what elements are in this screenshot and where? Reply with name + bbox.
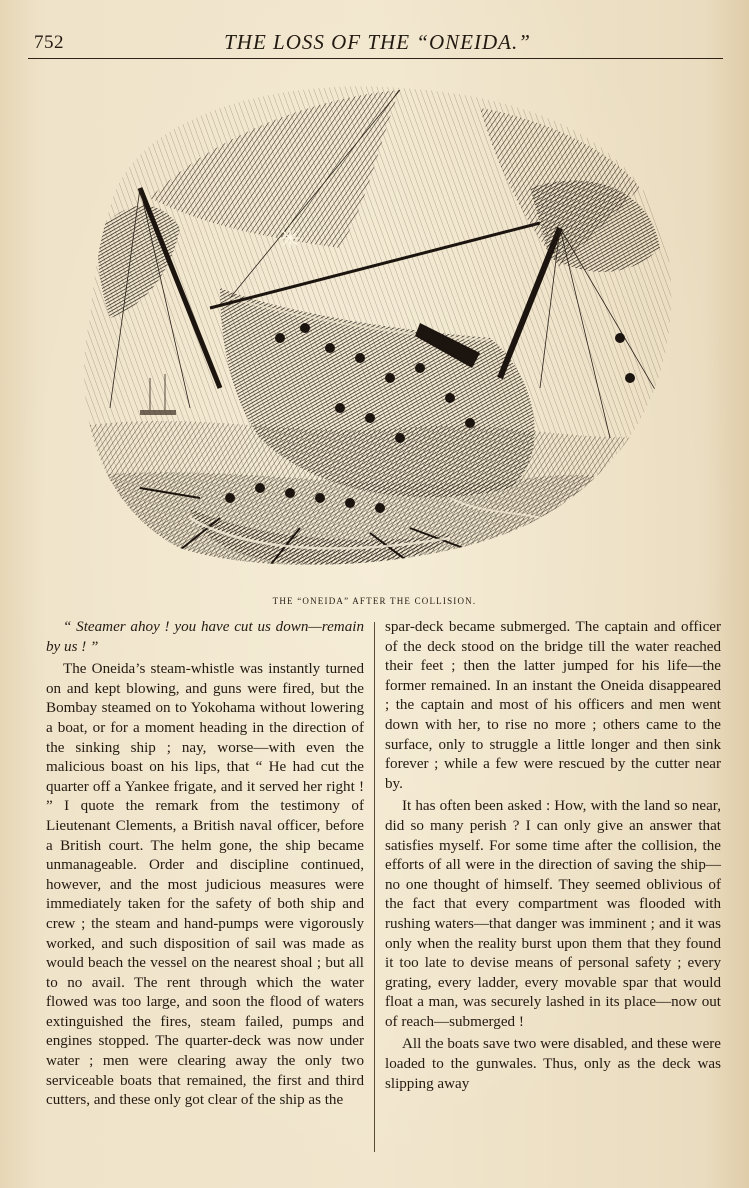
right-text-column xyxy=(385,618,721,1094)
body-paragraph: It has often been asked : How, with the land so near, did so many perish ? I can only give an answer that satisfies myself. For some time after the collision, the efforts of all were in the direction of saving the ship—no one thought of himself. They seemed oblivious of the fact that every compartment was flooded with rushing waters—that danger was imminent ; and it was only when the reality burst upon them that they found it too late to devise means of personal safety ; every grating, every ladder, every movable spar that would float a man, was securely lashed in its place—now out of reach—submerged ! xyxy=(385,798,721,1030)
header-rule xyxy=(28,58,723,59)
running-title: THE LOSS OF THE “ONEIDA.” xyxy=(224,30,531,54)
column-divider xyxy=(374,622,375,1152)
continued-paragraph: spar-deck became submerged. The captain and officer of the deck stood on the bridge till the water reached their feet ; then the latter jumped for his life—the former remained. In an instant the Oneida disappeared ; the captain and most of his officers and men went down with her, to rise no more ; others came to the surface, only to struggle a little longer and then sink forever ; while a few were rescued by the cutter near by. xyxy=(385,619,721,792)
left-text-column xyxy=(46,618,364,1111)
ship-collision-engraving xyxy=(70,78,680,586)
illustration-caption: THE “ONEIDA” AFTER THE COLLISION. xyxy=(272,596,477,606)
page-number: 752 xyxy=(34,32,64,53)
page-header xyxy=(30,28,725,54)
opening-quote-paragraph: “ Steamer ahoy ! you have cut us down—remain by us ! ” xyxy=(46,619,364,655)
body-paragraph: All the boats save two were disabled, and these were loaded to the gunwales. Thus, only as the deck was slipping away xyxy=(385,1036,721,1092)
body-paragraph: The Oneida’s steam-whistle was instantly turned on and kept blowing, and guns were fired, but the Bombay steamed on to Yokohama without lowering a boat, or for a moment heading in the direction of the sinking ship ; nay, worse—with even the malicious boast on his lips, that “ He had cut the quarter off a Yankee frigate, and it served her right ! ” I quote the remark from the testimony of Lieutenant Clements, a British naval officer, before a British court. The helm gone, the ship became unmanageable. Order and discipline continued, however, and the most judicious measures were immediately taken for the safety of both ship and crew ; the steam and hand-pumps were vigorously worked, and such disposition of sail was made as would beach the vessel on the nearest shoal ; but all to no avail. The rent through which the water flowed was too large, and soon the flood of waters extinguished the fires, steam failed, pumps and engines stopped. The quarter-deck was now under water ; men were clearing away the only two serviceable boats that remained, the first and third cutters, and these only got clear of the ship as the xyxy=(46,661,364,1109)
